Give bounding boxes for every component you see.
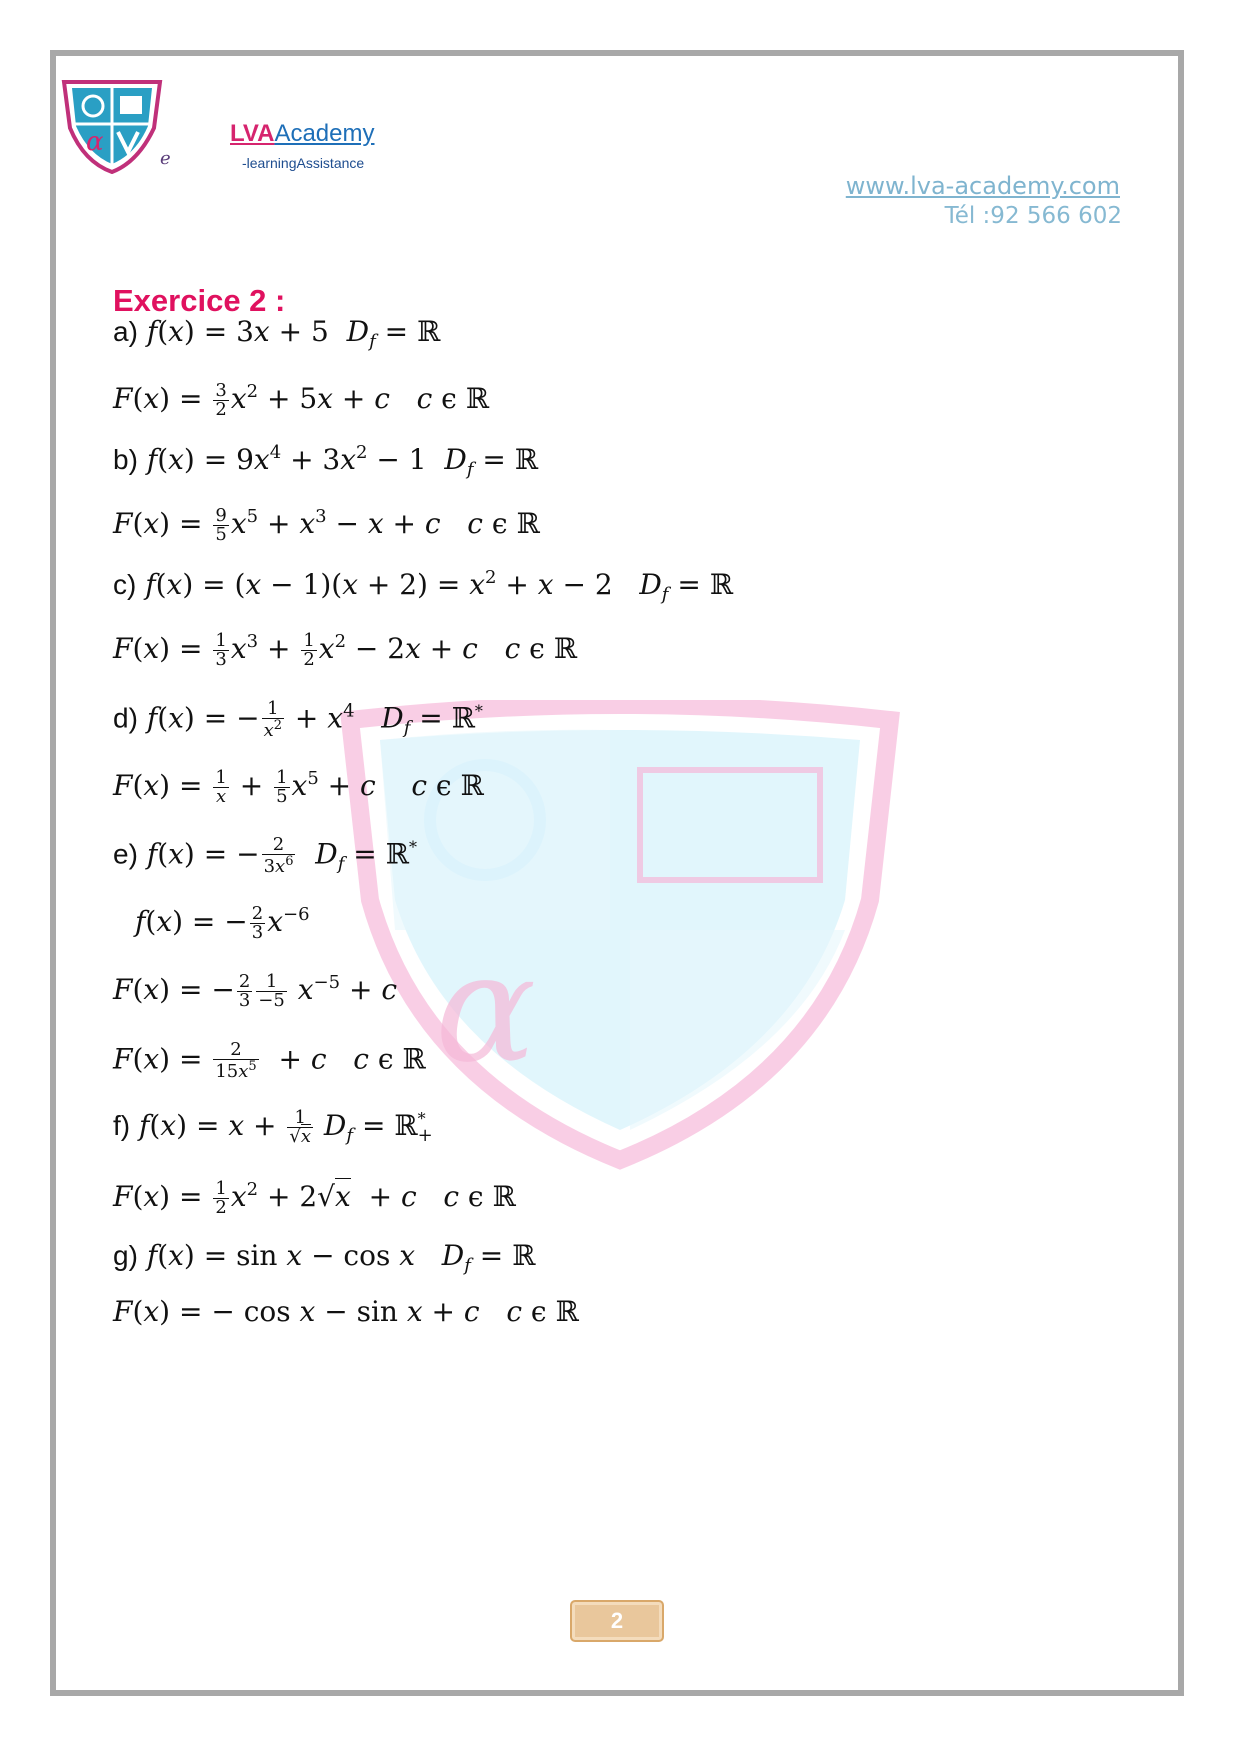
label-g: g): [113, 1240, 138, 1271]
exercise-title: Exercice 2 :: [113, 283, 286, 318]
line-b-function: b) $f(x) = 9x^4 + 3x^2 - 1$ $D_f$ = ℝ: [113, 442, 539, 480]
label-d: d): [113, 702, 138, 734]
label-c: c): [113, 569, 137, 600]
line-g-primitive: F(x) = − cos x − sin x + c c ϵ ℝ: [113, 1295, 579, 1328]
logo-e-letter: e: [160, 148, 171, 169]
line-e-primitive-step: F(x) = − $\frac{2}{3}$ $\frac{1}{-5}$ $x^{-5} + c$: [113, 971, 398, 1011]
line-a-primitive: F(x) = $\frac{3}{2}$ $x^2 + 5x + c$ c ϵ ℝ: [113, 380, 490, 420]
line-b-primitive: F(x) = $\frac{9}{5}$ $x^5 + x^3 - x + c$ c ϵ ℝ: [113, 505, 540, 545]
line-d-primitive: F(x) = $\frac{1}{x}$ + $\frac{1}{5}$ $x^5 + c$ c ϵ ℝ: [113, 767, 484, 807]
line-f-function: f) f(x) = x + $\frac{1}{√x}$ $D_f$ = ℝ*$_+$: [113, 1107, 433, 1147]
line-g-function: g) f(x) = sin x − cos x $D_f$ = ℝ: [113, 1239, 536, 1276]
label-b: b): [113, 444, 138, 475]
label-a: a): [113, 316, 138, 347]
brand-lva: LVA: [230, 120, 275, 147]
website-link[interactable]: www.lva-academy.com: [845, 172, 1120, 200]
line-c-function: c) $f(x) = (x - 1)(x + 2) = x^2 + x - 2$ $D_f$ = ℝ: [113, 567, 733, 605]
label-e: e): [113, 838, 138, 870]
label-f: f): [113, 1110, 131, 1141]
line-a-function: a) f(x) = 3x + 5 $D_f$ = ℝ: [113, 315, 441, 352]
svg-text:α: α: [435, 922, 537, 1096]
brand-academy: Academy: [274, 120, 375, 147]
line-c-primitive: F(x) = $\frac{1}{3}$ $x^3$ + $\frac{1}{2}$ $x^2 - 2x + c$ c ϵ ℝ: [113, 630, 578, 670]
line-e-primitive: F(x) = $\frac{2}{15x^5}$ + c c ϵ ℝ: [113, 1039, 426, 1082]
line-f-primitive: F(x) = $\frac{1}{2}$ $x^2 + 2√x + c$ c ϵ ℝ: [113, 1178, 516, 1218]
line-e-function: e) f(x) = − $\frac{2}{3x^6}$ $D_f$ = ℝ*: [113, 834, 417, 877]
line-d-function: d) f(x) = − $\frac{1}{x^2}$ + $x^4$ $D_f$ = ℝ*: [113, 698, 483, 741]
svg-text:α: α: [86, 127, 104, 157]
page-number: 2: [570, 1600, 664, 1642]
brand-tagline: -learningAssistance: [242, 155, 365, 171]
brand-name: [230, 120, 374, 148]
phone-number: Tél :92 566 602: [944, 203, 1122, 229]
line-e-rewrite: f(x) = − $\frac{2}{3}$ $x^{-6}$: [135, 903, 310, 943]
lva-academy-logo: [58, 78, 166, 174]
